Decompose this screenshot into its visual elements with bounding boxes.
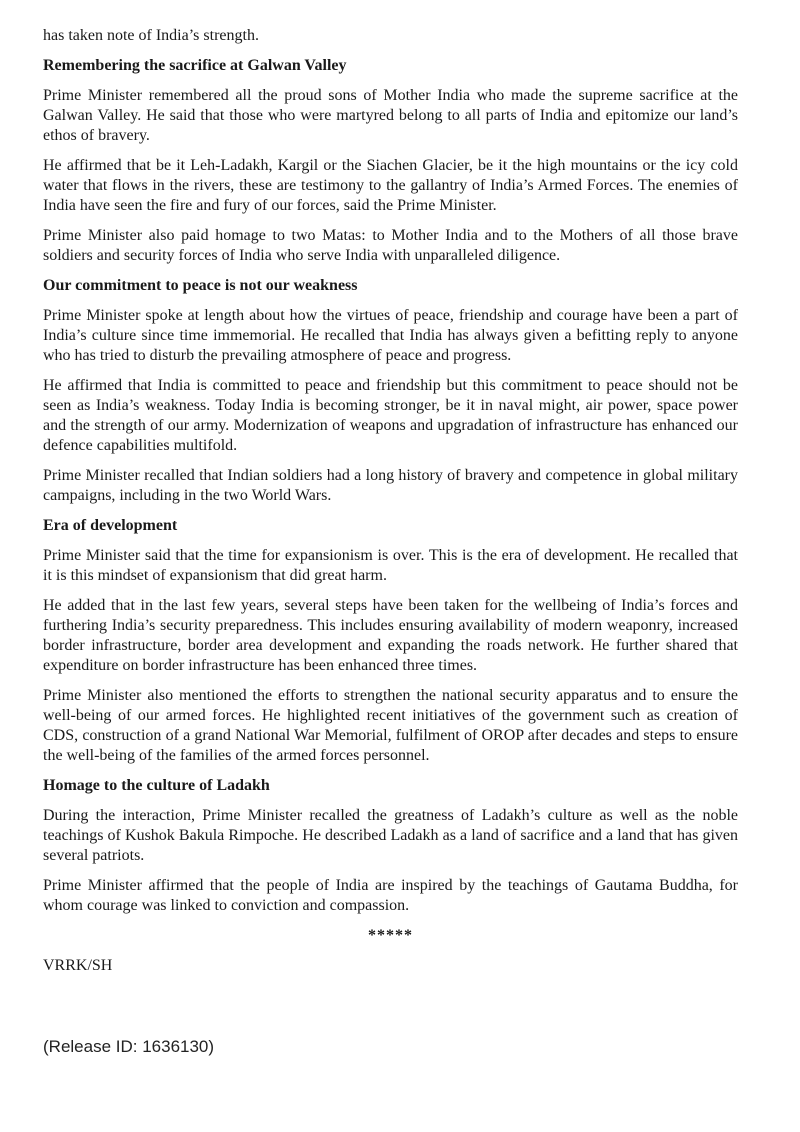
continuation-paragraph: has taken note of India’s strength. — [43, 27, 259, 44]
body-paragraph: Prime Minister affirmed that the people of India are inspired by the teachings of Gautama Buddha, for whom courage was linked to conviction and compassion. — [43, 877, 738, 914]
body-paragraph: Prime Minister said that the time for expansionism is over. This is the era of development. He recalled that it is this mindset of expansionism that did great harm. — [43, 547, 738, 584]
section-heading-galwan-valley: Remembering the sacrifice at Galwan Valley — [43, 57, 347, 74]
body-paragraph: During the interaction, Prime Minister recalled the greatness of Ladakh’s culture as well as the noble teachings of Kushok Bakula Rimpoche. He described Ladakh as a land of sacrifice and a land that has given several patriots. — [43, 807, 738, 864]
body-paragraph: Prime Minister recalled that Indian soldiers had a long history of bravery and competence in global military campaigns, including in the two World Wars. — [43, 467, 738, 504]
body-paragraph: Prime Minister spoke at length about how the virtues of peace, friendship and courage have been a part of India’s culture since time immemorial. He recalled that India has always given a befitting reply to anyone who has tried to disturb the prevailing atmosphere of peace and progress. — [43, 307, 738, 364]
body-paragraph: Prime Minister remembered all the proud sons of Mother India who made the supreme sacrifice at the Galwan Valley. He said that those who were martyred belong to all parts of India and epitomize our land’s ethos of bravery. — [43, 87, 738, 144]
release-id: (Release ID: 1636130) — [43, 1037, 215, 1056]
body-paragraph: He affirmed that be it Leh-Ladakh, Kargil or the Siachen Glacier, be it the high mountains or the icy cold water that flows in the rivers, these are testimony to the gallantry of India’s Armed Forces. The enemies of India have seen the fire and fury of our forces, said the Prime Minister. — [43, 157, 738, 214]
section-heading-culture-of-ladakh: Homage to the culture of Ladakh — [43, 777, 270, 794]
section-era-of-development — [43, 516, 738, 766]
body-paragraph: He added that in the last few years, several steps have been taken for the wellbeing of India’s forces and furthering India’s security preparedness. This includes ensuring availability of modern weaponry, increased border infrastructure, border area development and expanding the roads network. He further shared that expenditure on border infrastructure has been enhanced three times. — [43, 597, 738, 674]
author-initials: VRRK/SH — [43, 957, 113, 974]
section-commitment-to-peace — [43, 276, 738, 506]
section-heading-commitment-to-peace: Our commitment to peace is not our weakness — [43, 277, 358, 294]
body-paragraph: He affirmed that India is committed to peace and friendship but this commitment to peace should not be seen as India’s weakness. Today India is becoming stronger, be it in naval might, air power, space power and the strength of our army. Modernization of weapons and upgradation of infrastructure has enhanced our defence capabilities multifold. — [43, 377, 738, 454]
body-paragraph: Prime Minister also mentioned the efforts to strengthen the national security apparatus and to ensure the well-being of our armed forces. He highlighted recent initiatives of the government such as creation of CDS, construction of a grand National War Memorial, fulfilment of OROP after decades and steps to ensure the well-being of the families of the armed forces personnel. — [43, 687, 738, 764]
body-paragraph: Prime Minister also paid homage to two Matas: to Mother India and to the Mothers of all those brave soldiers and security forces of India who serve India with unparalleled diligence. — [43, 227, 738, 264]
section-galwan-valley — [43, 56, 738, 266]
section-culture-of-ladakh — [43, 776, 738, 916]
asterisk-separator: ***** — [368, 927, 413, 944]
section-heading-era-of-development: Era of development — [43, 517, 178, 534]
